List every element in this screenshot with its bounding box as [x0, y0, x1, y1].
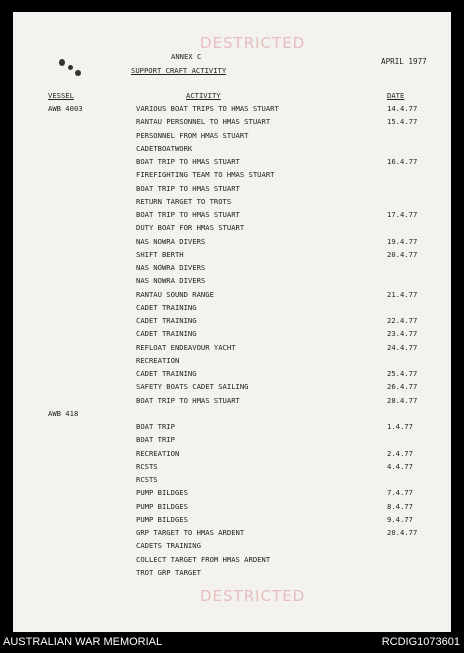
- footer-ref: RCDIG1073601: [381, 636, 460, 648]
- activity-cell: BOAT TRIP TO HMAS STUART: [136, 395, 240, 405]
- date-cell: 9.4.77: [387, 514, 413, 524]
- punch-holes: [57, 57, 83, 79]
- activity-cell: DUTY BOAT FOR HMAS STUART: [136, 223, 245, 233]
- table-row: [13, 250, 451, 263]
- date-cell: 19.4.77: [387, 236, 418, 246]
- table-row: [13, 197, 451, 210]
- date-cell: 23.4.77: [387, 329, 418, 339]
- table-row: [13, 515, 451, 528]
- table-row: [13, 329, 451, 342]
- table-row: [13, 449, 451, 462]
- column-header-vessel: VESSEL: [48, 91, 74, 100]
- table-row: [13, 170, 451, 183]
- table-row: [13, 117, 451, 130]
- date-cell: 7.4.77: [387, 488, 413, 498]
- activity-cell: RCSTS: [136, 475, 158, 484]
- activity-cell: NAS NOWRA DIVERS: [136, 236, 206, 246]
- date-cell: 15.4.77: [387, 117, 418, 127]
- date-cell: 20.4.77: [387, 249, 418, 259]
- activity-cell: PUMP BILDGES: [136, 501, 188, 511]
- activity-cell: CADETS TRAINING: [136, 541, 201, 551]
- table-row: [13, 131, 451, 144]
- activity-cell: TROT GRP TARGET: [136, 567, 201, 577]
- date-cell: 24.4.77: [387, 342, 418, 352]
- column-header-date: DATE: [387, 91, 405, 100]
- activity-cell: CADETBOATWORK: [136, 143, 193, 153]
- activity-cell: SAFETY BOATS CADET SAILING: [136, 382, 249, 392]
- activity-cell: CADET TRAINING: [136, 316, 197, 325]
- activity-cell: RCSTS: [136, 461, 158, 471]
- table-row: [13, 502, 451, 515]
- table-row: [13, 488, 451, 501]
- activity-cell: RANTAU SOUND RANGE: [136, 289, 214, 299]
- date-cell: 16.4.77: [387, 157, 418, 166]
- activity-cell: REFLOAT ENDEAVOUR YACHT: [136, 342, 236, 352]
- table-row: [13, 435, 451, 448]
- activity-cell: PUMP BILDGES: [136, 488, 188, 498]
- archive-footer: [0, 632, 464, 653]
- activity-cell: RANTAU PERSONNEL TO HMAS STUART: [136, 117, 271, 127]
- document-month: APRIL 1977: [381, 57, 427, 66]
- column-header-activity: ACTIVITY: [186, 91, 221, 100]
- document-title: SUPPORT CRAFT ACTIVITY: [131, 66, 227, 75]
- table-row: [13, 316, 451, 329]
- activity-cell: GRP TARGET TO HMAS ARDENT: [136, 528, 245, 537]
- restricted-stamp-bottom: DESTRICTED: [200, 587, 306, 605]
- table-row: [13, 184, 451, 197]
- table-row: [13, 104, 451, 117]
- table-row: [13, 382, 451, 395]
- activity-cell: PUMP BILDGES: [136, 514, 188, 524]
- activity-cell: NAS NOWRA DIVERS: [136, 276, 206, 286]
- activity-cell: CADET TRAINING: [136, 302, 197, 312]
- activity-cell: RECREATION: [136, 355, 180, 365]
- annex-label: ANNEX C: [171, 52, 202, 61]
- table-row: [13, 144, 451, 157]
- table-row: [13, 263, 451, 276]
- date-cell: 21.4.77: [387, 289, 418, 299]
- vessel-cell: AWB 418: [48, 408, 79, 418]
- date-cell: 2.4.77: [387, 448, 413, 458]
- table-row: [13, 356, 451, 369]
- activity-cell: BOAT TRIP TO HMAS STUART: [136, 183, 240, 193]
- activity-cell: RETURN TARGET TO TROTS: [136, 196, 232, 206]
- date-cell: 4.4.77: [387, 461, 413, 471]
- table-row: [13, 223, 451, 236]
- date-cell: 8.4.77: [387, 501, 413, 511]
- activity-cell: COLLECT TARGET FROM HMAS ARDENT: [136, 554, 271, 564]
- vessel-cell: AWB 4003: [48, 104, 83, 113]
- activity-cell: CADET TRAINING: [136, 369, 197, 378]
- date-cell: 28.4.77: [387, 395, 418, 405]
- table-row: [13, 303, 451, 316]
- activity-cell: FIREFIGHTING TEAM TO HMAS STUART: [136, 170, 275, 180]
- table-row: [13, 555, 451, 568]
- table-row: [13, 462, 451, 475]
- activity-cell: BOAT TRIP TO HMAS STUART: [136, 157, 240, 166]
- table-row: [13, 343, 451, 356]
- activity-cell: BOAT TRIP TO HMAS STUART: [136, 210, 240, 219]
- document-page: [13, 12, 451, 632]
- activity-cell: BOAT TRIP: [136, 422, 175, 431]
- restricted-stamp: DESTRICTED: [200, 34, 306, 52]
- table-row: [13, 475, 451, 488]
- table-row: [13, 237, 451, 250]
- activity-cell: SHIFT BERTH: [136, 249, 184, 259]
- date-cell: 1.4.77: [387, 422, 413, 431]
- date-cell: 14.4.77: [387, 104, 418, 113]
- table-row: [13, 210, 451, 223]
- table-row: [13, 409, 451, 422]
- activity-cell: NAS NOWRA DIVERS: [136, 263, 206, 272]
- table-row: [13, 541, 451, 554]
- table-row: [13, 568, 451, 581]
- activity-cell: VARIOUS BOAT TRIPS TO HMAS STUART: [136, 104, 279, 113]
- table-row: [13, 396, 451, 409]
- table-row: [13, 422, 451, 435]
- date-cell: 17.4.77: [387, 210, 418, 219]
- date-cell: 20.4.77: [387, 528, 418, 537]
- date-cell: 26.4.77: [387, 382, 418, 392]
- table-row: [13, 276, 451, 289]
- date-cell: 25.4.77: [387, 369, 418, 378]
- activity-cell: RECREATION: [136, 448, 180, 458]
- activity-cell: PERSONNEL FROM HMAS STUART: [136, 130, 249, 140]
- activity-cell: BOAT TRIP: [136, 435, 175, 445]
- table-row: [13, 528, 451, 541]
- table-row: [13, 369, 451, 382]
- date-cell: 22.4.77: [387, 316, 418, 325]
- table-row: [13, 290, 451, 303]
- table-row: [13, 157, 451, 170]
- activity-cell: CADET TRAINING: [136, 329, 197, 339]
- footer-source: AUSTRALIAN WAR MEMORIAL: [3, 636, 163, 648]
